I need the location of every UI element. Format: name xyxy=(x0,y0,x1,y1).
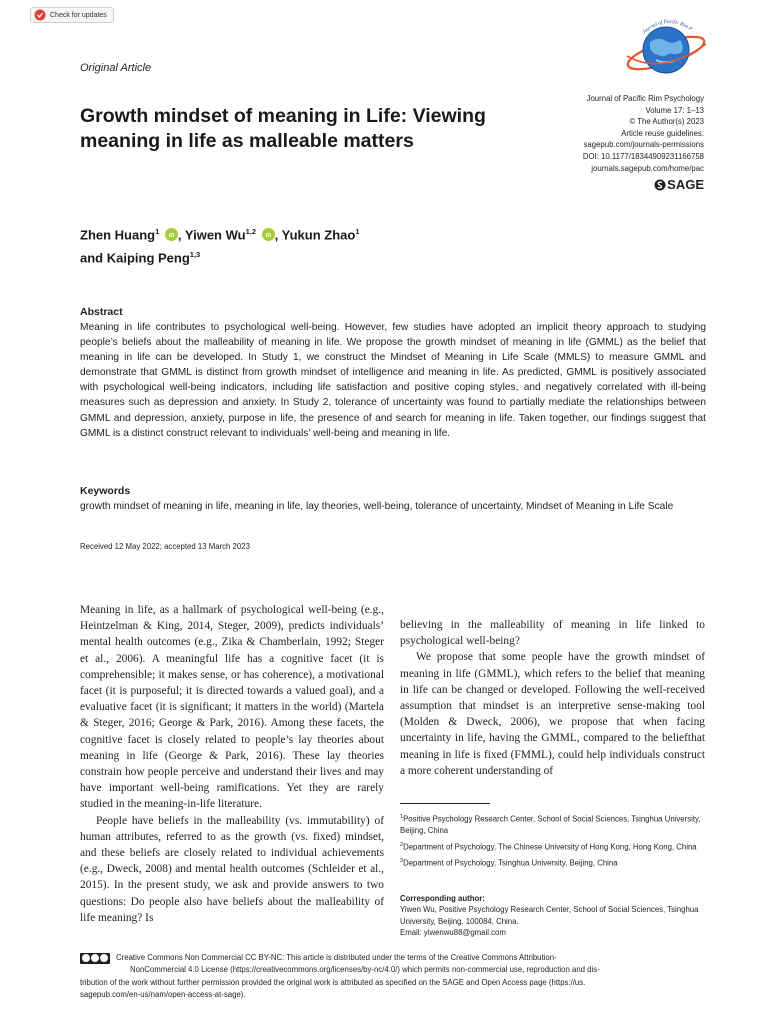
author-separator: , xyxy=(274,227,282,243)
affiliation-item: $^3$Department of Psychology, Tsinghua University, Beijing, China xyxy=(400,857,618,868)
author-name[interactable]: Kaiping Peng xyxy=(106,250,190,266)
footnote-divider xyxy=(400,803,490,804)
svg-text:iD: iD xyxy=(168,233,175,240)
article-type: Original Article xyxy=(80,62,152,74)
journal-meta xyxy=(504,93,704,174)
publisher-name: SAGE xyxy=(667,177,704,192)
author-affiliation-mark: 1 xyxy=(355,227,360,236)
body-paragraph: Meaning in life, as a hallmark of psychological well-being (e.g., Heintzelman & King, 2014, Steger, 2009), predicts individuals’ mental health outcomes (e.g., Zika & Chamberlain, 1992; Steger et al., 2006). A meaningful life has a cognitive facet (it is comprehensible; it makes sense, or has coherence), a motivational facet (it is purposeful; it is directed towards a valued goal), and a evaluative facet (it is significant; it matters in the world) (Martela & Steger, 2016; George & Park, 2016). Among these facets, the cognitive facet is closely related to people’s lay theories about meaning in life (George & Park, 2016). These lay theories constrain how people perceive and understand their lives and may have important well-being ramifications. Yet they are rarely studied in the meaning-in-life literature. xyxy=(80,604,384,811)
affiliation-item: $^2$Department of Psychology, The Chinese University of Hong Kong, Hong Kong, China xyxy=(400,841,697,852)
article-title: Growth mindset of meaning in Life: Viewing meaning in life as malleable matters xyxy=(80,105,486,152)
orcid-icon[interactable] xyxy=(165,228,178,241)
journal-name: Journal of Pacific Rim Psychology xyxy=(586,94,704,103)
copyright: © The Author(s) 2023 xyxy=(629,117,704,127)
author-separator: , xyxy=(177,227,185,243)
sage-s-icon xyxy=(654,179,666,191)
author-conjunction: and xyxy=(80,250,107,266)
svg-text:iD: iD xyxy=(265,233,271,240)
author-list xyxy=(80,222,359,269)
license-notice xyxy=(80,952,706,1002)
orcid-icon[interactable] xyxy=(262,228,275,241)
license-line: NonCommercial 4.0 License (https://creativecommons.org/licenses/by-nc/4.0/) which permits non-commercial use, reproduction and dis- xyxy=(130,965,600,975)
check-for-updates-button[interactable] xyxy=(30,7,114,23)
cc-by-nc-icon xyxy=(80,953,110,964)
body-paragraph: We propose that some people have the growth mindset of meaning in life (GMML), which refers to the belief that meaning in life can be changed or developed. Following the well-received assumption that mindset is an interpretive sense-making tool (Molden & Dweck, 2006), we propose that when facing uncertainty in life, having the GMML, compared to the beliefthat meaning in life is fixed (FMML), could help individuals construct a more coherent understanding of xyxy=(400,651,705,777)
sage-logo xyxy=(654,177,704,192)
body-paragraph: People have beliefs in the malleability (vs. immutability) of human attributes, referred to as the growth (vs. fixed) mindset, and these beliefs are closely related to individual achievements (e.g., Dweck, 2008) and mental health outcomes (Schleider et al., 2015). In the present study, we ask and provide answers to two questions: Do people also have beliefs about the malleability of life meaning? Is xyxy=(80,814,384,924)
license-line: tribution of the work without further permission provided the original work is attributed as specified on the SAGE and Open Access page (https://us. xyxy=(80,977,586,987)
received-dates: Received 12 May 2022; accepted 13 March 2023 xyxy=(80,542,250,551)
journal-globe-logo xyxy=(620,14,710,84)
doi-link[interactable]: DOI: 10.1177/18344909231166758 xyxy=(582,151,704,161)
author-affiliation-mark: 1,3 xyxy=(189,250,201,260)
author-affiliation-mark: 1 xyxy=(155,227,160,236)
license-line[interactable]: sagepub.com/en-us/nam/open-access-at-sage). xyxy=(80,990,246,1000)
journal-volume: Volume 17: 1–13 xyxy=(645,105,704,115)
abstract-heading: Abstract xyxy=(80,306,123,318)
affiliation-item: $^1$Positive Psychology Research Center, School of Social Sciences, Tsinghua University, Beijing, China xyxy=(400,814,701,836)
keywords-text: growth mindset of meaning in life, meaning in life, lay theories, well-being, tolerance of uncertainty, Mindset of Meaning in Life Scale xyxy=(80,501,674,512)
author-affiliation-mark: 1,2 xyxy=(245,227,257,236)
affiliation-list xyxy=(400,812,706,872)
update-badge-icon xyxy=(34,9,46,21)
body-column-right xyxy=(400,617,705,779)
logo-text: Journal of Pacific Rim P xyxy=(641,18,694,36)
body-column-left xyxy=(80,602,384,926)
keywords-heading: Keywords xyxy=(80,485,131,497)
check-for-updates-label: Check for updates xyxy=(50,11,107,19)
author-name[interactable]: Yukun Zhao xyxy=(281,227,356,243)
corresponding-text: Yiwen Wu, Positive Psychology Research Center, School of Social Sciences, Tsinghua University, Beijing, 100084, China. xyxy=(400,905,699,926)
author-name[interactable]: Zhen Huang xyxy=(80,227,156,243)
journal-home-link[interactable]: journals.sagepub.com/home/pac xyxy=(591,163,704,173)
corresponding-email[interactable]: Email: yiwenwu88@gmail.com xyxy=(400,928,506,938)
corresponding-author xyxy=(400,893,706,939)
author-name[interactable]: Yiwen Wu xyxy=(184,227,246,243)
corresponding-heading: Corresponding author: xyxy=(400,894,485,903)
body-paragraph: believing in the malleability of meaning in life linked to psychological well-being? xyxy=(400,619,705,648)
license-line: Creative Commons Non Commercial CC BY-NC: This article is distributed under the terms of the Creative Commons Attribution- xyxy=(116,953,557,962)
reuse-label: Article reuse guidelines: xyxy=(621,128,704,138)
abstract-text: Meaning in life contributes to psychological well-being. However, few studies have adopted an implicit theory approach to studying people’s beliefs about the malleability of meaning in life. We propose the growth mindset of meaning in life (GMML) as the belief that meaning in life can be developed. In Study 1, we construct the Mindset of Meaning in Life Scale (MMLS) to measure GMML and demonstrate that GMML is distinct from growth mindset of intelligence and meaning in life. As predicted, GMML is positively associated with psychological well-being indicators, including life satisfaction and positive coping styles, and negatively correlated with ill-being measures such as depression and anxiety. In Study 2, tolerance of uncertainty was found to partially mediate the relationships between GMML and depression, anxiety, purpose in life, the presence of and search for meaning in life. Taken together, our findings suggest that GMML is a distinct construct relevant to individuals’ well-being and meaning in life. xyxy=(80,322,706,439)
reuse-link[interactable]: sagepub.com/journals-permissions xyxy=(583,140,704,150)
